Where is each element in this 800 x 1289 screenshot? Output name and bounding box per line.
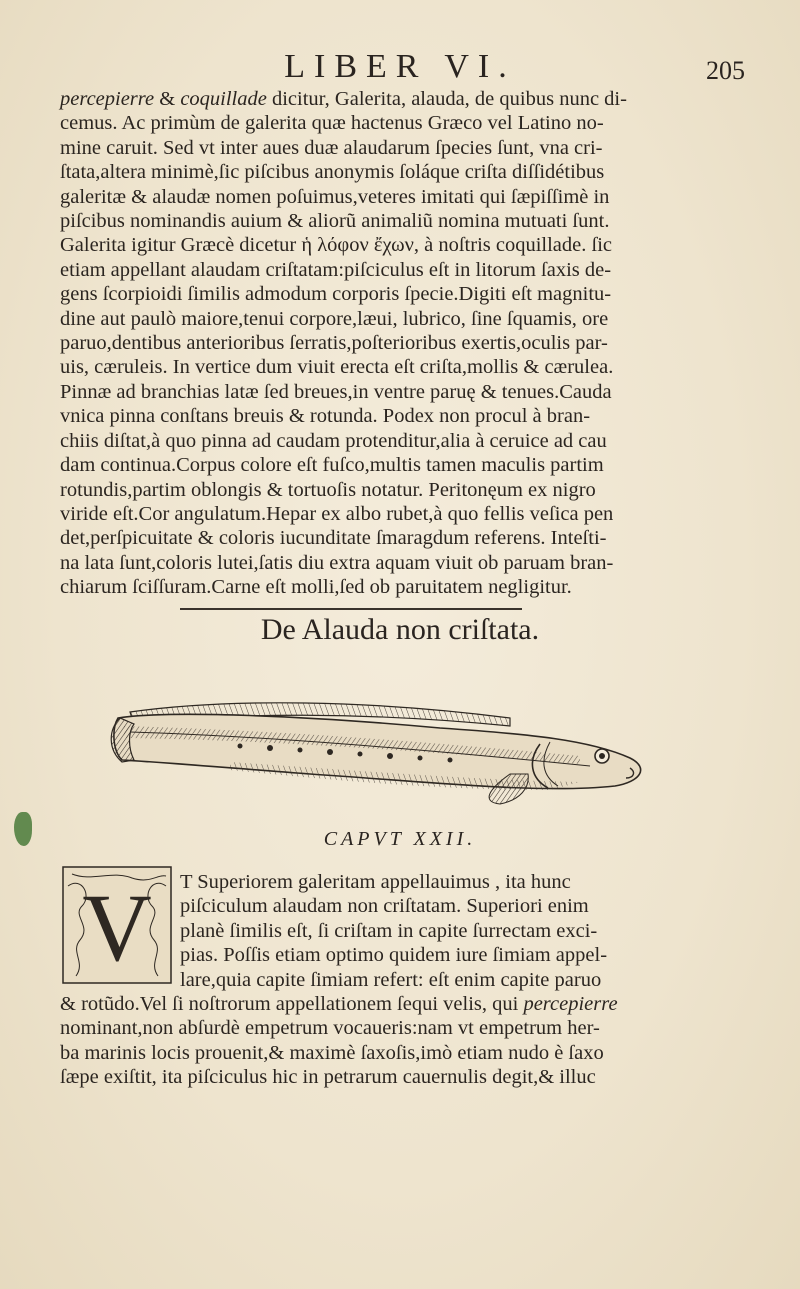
term-coquillade: coquillade	[180, 88, 267, 110]
text-line: mine caruit. Sed vt inter aues duæ alaudarum ſpecies ſunt, vna cri-	[60, 136, 603, 159]
text-line	[60, 992, 738, 1016]
text-line: chiarum ſciſſuram.Carne eſt molli,ſed ob paruitatem negligitur.	[60, 576, 572, 599]
term-percepierre: percepierre	[60, 88, 155, 110]
text-line: dine aut paulò maiore,tenui corpore,læui, lubrico, ſine ſquamis, ore	[60, 307, 609, 330]
text-line: paruo,dentibus anterioribus ſerratis,poſterioribus exertis,oculis par-	[60, 332, 608, 355]
text-line: piſciculum alaudam non criſtatam. Superiori enim	[180, 895, 589, 918]
fish-woodcut-illustration	[110, 670, 670, 810]
conjunction: &	[154, 88, 181, 110]
chapter-text-block	[60, 870, 738, 1090]
running-head: LIBER VI.	[284, 48, 516, 85]
text-line: rotundis,partim oblongis & tortuoſis notatur. Peritonęum ex nigro	[60, 478, 596, 501]
text-line: na lata ſunt,coloris lutei,ſatis diu extra aquam viuit ob paruam bran-	[60, 551, 614, 574]
line-rest: dicitur, Galerita, alauda, de quibus nunc di-	[266, 88, 627, 110]
text-line: galeritæ & alaudæ nomen poſuimus,veteres imitati qui ſæpiſſimè in	[60, 185, 610, 208]
text-line: Pinnæ ad branchias latæ ſed breues,in ventre paruę & tenues.Cauda	[60, 380, 612, 403]
term-percepierre: percepierre	[523, 993, 618, 1016]
initial-spacer	[60, 870, 180, 988]
text-line: ſtata,altera minimè,ſic piſcibus anonymis ſoláque criſta diſſidétibus	[60, 161, 605, 184]
text-line: dam continua.Corpus colore eſt fuſco,multis tamen maculis partim	[60, 454, 604, 477]
text-line: det,perſpicuitate & coloris iucunditate ſmaragdum referens. Inteſti-	[60, 527, 607, 550]
text-line: etiam appellant alaudam criſtatam:piſciculus eſt in litorum ſaxis de-	[60, 258, 612, 281]
section-title: De Alauda non criſtata.	[260, 613, 540, 646]
text-line: cemus. Ac primùm de galerita quæ hactenus Græco vel Latino no-	[60, 112, 604, 135]
chapter-heading: CAPVT XXII.	[323, 828, 477, 850]
text-line: lare,quia capite ſimiam refert: eſt enim capite paruo	[180, 968, 602, 991]
line-start: & rotũdo.Vel ſi noſtrorum appellationem ſequi velis, qui	[60, 993, 524, 1016]
text-line: chiis diſtat,à quo pinna ad caudam protenditur,alia à ceruice ad cau	[60, 429, 607, 452]
main-text-block	[60, 87, 738, 600]
text-line: gens ſcorpioidi ſimilis admodum corporis ſpecie.Digiti eſt magnitu-	[60, 283, 612, 306]
text-line: T Superiorem galeritam appellauimus , ita hunc	[180, 871, 571, 893]
text-line: Galerita igitur Græcè dicetur ἡ λόφον ἔχων, à noſtris coquillade. ſic	[60, 234, 612, 257]
page-number: 205	[706, 56, 745, 85]
text-line: ſæpe exiſtit, ita piſciculus hic in petrarum cauernulis degit,& illuc	[60, 1066, 596, 1089]
text-line: vnica pinna conſtans breuis & rotunda. Podex non procul à bran-	[60, 405, 591, 428]
text-line: piſcibus nominandis auium & aliorũ animaliũ nomina mutuati ſunt.	[60, 210, 610, 233]
text-line: uis, cæruleis. In vertice dum viuit erecta eſt criſta,mollis & cærulea.	[60, 356, 614, 379]
text-line: nominant,non abſurdè empetrum vocaueris:nam vt empetrum her-	[60, 1017, 600, 1040]
text-line: viride eſt.Cor angulatum.Hepar ex albo rubet,à quo fellis veſica pen	[60, 502, 614, 525]
text-line: pias. Poſſis etiam optimo quidem iure ſimiam appel-	[180, 944, 608, 967]
section-rule	[180, 608, 522, 610]
text-line: ba marinis locis prouenit,& maximè ſaxoſis,imò etiam nudo è ſaxo	[60, 1041, 604, 1064]
text-line	[60, 87, 738, 111]
text-line: planè ſimilis eſt, ſi criſtam in capite ſurrectam exci-	[180, 919, 598, 942]
initial-letter: V	[82, 874, 152, 981]
